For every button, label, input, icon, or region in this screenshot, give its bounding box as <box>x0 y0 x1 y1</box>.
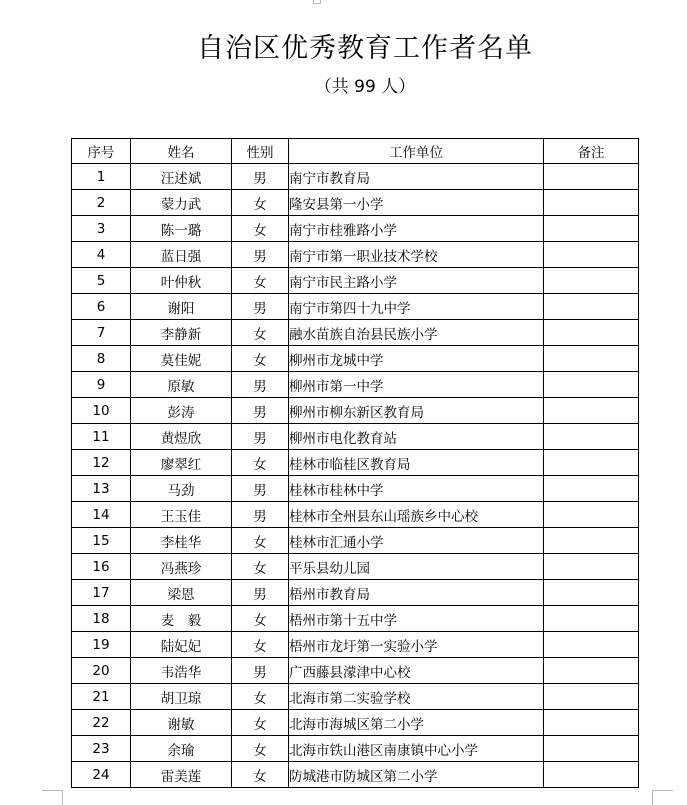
page-subtitle: （共 99 人） <box>314 77 416 97</box>
cell-remarks <box>544 606 639 632</box>
cell-gender: 女 <box>232 268 289 294</box>
table-row <box>72 632 639 658</box>
cell-name: 谢敏 <box>131 710 232 736</box>
cell-name: 廖翠红 <box>131 450 232 476</box>
cell-gender: 女 <box>232 554 289 580</box>
cell-gender: 女 <box>232 320 289 346</box>
table-row <box>72 424 639 450</box>
cell-remarks <box>544 346 639 372</box>
header-name: 姓名 <box>131 139 232 164</box>
cell-serial-number: 24 <box>72 762 131 788</box>
cell-work-unit: 平乐县幼儿园 <box>289 554 544 580</box>
cell-gender: 男 <box>232 242 289 268</box>
cell-remarks <box>544 294 639 320</box>
cell-work-unit: 融水苗族自治县民族小学 <box>289 320 544 346</box>
cell-work-unit: 北海市铁山港区南康镇中心小学 <box>289 736 544 762</box>
table-row <box>72 216 639 242</box>
cell-work-unit: 南宁市桂雅路小学 <box>289 216 544 242</box>
header-gender: 性别 <box>232 139 289 164</box>
cell-work-unit: 防城港市防城区第二小学 <box>289 762 544 788</box>
table-row <box>72 450 639 476</box>
page-title: 自治区优秀教育工作者名单 <box>197 33 533 64</box>
cell-gender: 女 <box>232 606 289 632</box>
cell-name: 李静新 <box>131 320 232 346</box>
cell-work-unit: 柳州市第一中学 <box>289 372 544 398</box>
cell-remarks <box>544 424 639 450</box>
cell-work-unit: 北海市海城区第二小学 <box>289 710 544 736</box>
cell-remarks <box>544 164 639 190</box>
cell-serial-number: 17 <box>72 580 131 606</box>
cell-serial-number: 15 <box>72 528 131 554</box>
cell-serial-number: 19 <box>72 632 131 658</box>
cell-serial-number: 23 <box>72 736 131 762</box>
table-row <box>72 164 639 190</box>
cell-work-unit: 桂林市全州县东山瑶族乡中心校 <box>289 502 544 528</box>
cell-remarks <box>544 320 639 346</box>
cell-serial-number: 18 <box>72 606 131 632</box>
cell-serial-number: 2 <box>72 190 131 216</box>
cell-work-unit: 梧州市第十五中学 <box>289 606 544 632</box>
cell-remarks <box>544 216 639 242</box>
cell-name: 黄煜欣 <box>131 424 232 450</box>
cell-name: 雷美莲 <box>131 762 232 788</box>
cell-serial-number: 16 <box>72 554 131 580</box>
cell-name: 原敏 <box>131 372 232 398</box>
cell-remarks <box>544 580 639 606</box>
cell-gender: 男 <box>232 372 289 398</box>
cell-remarks <box>544 268 639 294</box>
cell-name: 麦 毅 <box>131 606 232 632</box>
cell-work-unit: 南宁市民主路小学 <box>289 268 544 294</box>
table-row <box>72 398 639 424</box>
header-remarks: 备注 <box>544 139 639 164</box>
table-row <box>72 372 639 398</box>
table-row <box>72 346 639 372</box>
cell-remarks <box>544 528 639 554</box>
cell-gender: 男 <box>232 658 289 684</box>
cell-serial-number: 12 <box>72 450 131 476</box>
cell-name: 彭涛 <box>131 398 232 424</box>
table-row <box>72 606 639 632</box>
cell-gender: 女 <box>232 710 289 736</box>
cell-remarks <box>544 502 639 528</box>
cell-gender: 女 <box>232 190 289 216</box>
cell-remarks <box>544 398 639 424</box>
cell-gender: 女 <box>232 762 289 788</box>
cell-remarks <box>544 476 639 502</box>
cell-serial-number: 5 <box>72 268 131 294</box>
cell-name: 蓝日强 <box>131 242 232 268</box>
cell-name: 王玉佳 <box>131 502 232 528</box>
cell-serial-number: 6 <box>72 294 131 320</box>
cell-name: 马劲 <box>131 476 232 502</box>
cell-name: 莫佳妮 <box>131 346 232 372</box>
cell-name: 叶仲秋 <box>131 268 232 294</box>
cell-serial-number: 20 <box>72 658 131 684</box>
table-row <box>72 762 639 788</box>
cell-remarks <box>544 554 639 580</box>
cell-gender: 男 <box>232 580 289 606</box>
cell-gender: 女 <box>232 450 289 476</box>
roster-table <box>71 138 639 788</box>
cell-name: 梁恩 <box>131 580 232 606</box>
table-row <box>72 294 639 320</box>
cell-work-unit: 北海市第二实验学校 <box>289 684 544 710</box>
cell-remarks <box>544 242 639 268</box>
page-corner-mark-left <box>42 790 63 805</box>
cell-gender: 男 <box>232 164 289 190</box>
cell-work-unit: 广西藤县濛津中心校 <box>289 658 544 684</box>
table-row <box>72 684 639 710</box>
cell-remarks <box>544 710 639 736</box>
cell-serial-number: 7 <box>72 320 131 346</box>
table-body <box>72 164 639 788</box>
cell-remarks <box>544 658 639 684</box>
cell-work-unit: 桂林市汇通小学 <box>289 528 544 554</box>
cell-gender: 男 <box>232 294 289 320</box>
cell-serial-number: 3 <box>72 216 131 242</box>
table-row <box>72 190 639 216</box>
cell-remarks <box>544 372 639 398</box>
table-row <box>72 268 639 294</box>
cell-name: 陈一璐 <box>131 216 232 242</box>
cell-serial-number: 11 <box>72 424 131 450</box>
cell-serial-number: 22 <box>72 710 131 736</box>
cell-name: 李桂华 <box>131 528 232 554</box>
cell-name: 余瑜 <box>131 736 232 762</box>
cell-work-unit: 桂林市临桂区教育局 <box>289 450 544 476</box>
cell-serial-number: 4 <box>72 242 131 268</box>
cell-name: 汪述斌 <box>131 164 232 190</box>
cell-work-unit: 梧州市教育局 <box>289 580 544 606</box>
cell-remarks <box>544 762 639 788</box>
cell-gender: 女 <box>232 216 289 242</box>
cell-serial-number: 1 <box>72 164 131 190</box>
cell-work-unit: 柳州市龙城中学 <box>289 346 544 372</box>
cell-serial-number: 9 <box>72 372 131 398</box>
table-row <box>72 528 639 554</box>
header-serial-number: 序号 <box>72 139 131 164</box>
cell-gender: 女 <box>232 632 289 658</box>
cell-remarks <box>544 684 639 710</box>
cell-remarks <box>544 632 639 658</box>
cell-remarks <box>544 736 639 762</box>
cell-serial-number: 10 <box>72 398 131 424</box>
page-corner-mark-right <box>652 790 673 805</box>
table-header-row <box>72 139 639 164</box>
cell-serial-number: 21 <box>72 684 131 710</box>
cell-name: 蒙力武 <box>131 190 232 216</box>
cell-work-unit: 梧州市龙圩第一实验小学 <box>289 632 544 658</box>
cell-work-unit: 南宁市第一职业技术学校 <box>289 242 544 268</box>
cell-name: 胡卫琼 <box>131 684 232 710</box>
table-row <box>72 320 639 346</box>
cell-work-unit: 南宁市第四十九中学 <box>289 294 544 320</box>
table-row <box>72 242 639 268</box>
cell-work-unit: 柳州市电化教育站 <box>289 424 544 450</box>
cell-gender: 男 <box>232 476 289 502</box>
cell-name: 谢阳 <box>131 294 232 320</box>
cell-remarks <box>544 190 639 216</box>
page-top-marker <box>313 0 321 4</box>
table-row <box>72 658 639 684</box>
cell-gender: 女 <box>232 684 289 710</box>
cell-serial-number: 14 <box>72 502 131 528</box>
cell-work-unit: 桂林市桂林中学 <box>289 476 544 502</box>
table-row <box>72 476 639 502</box>
cell-gender: 女 <box>232 736 289 762</box>
table-row <box>72 580 639 606</box>
cell-work-unit: 南宁市教育局 <box>289 164 544 190</box>
cell-serial-number: 13 <box>72 476 131 502</box>
table-row <box>72 554 639 580</box>
header-work-unit: 工作单位 <box>289 139 544 164</box>
cell-name: 陆妃妃 <box>131 632 232 658</box>
cell-name: 冯燕珍 <box>131 554 232 580</box>
table-row <box>72 502 639 528</box>
cell-work-unit: 隆安县第一小学 <box>289 190 544 216</box>
cell-gender: 男 <box>232 424 289 450</box>
cell-gender: 女 <box>232 528 289 554</box>
cell-gender: 男 <box>232 502 289 528</box>
cell-work-unit: 柳州市柳东新区教育局 <box>289 398 544 424</box>
cell-serial-number: 8 <box>72 346 131 372</box>
cell-gender: 男 <box>232 398 289 424</box>
cell-gender: 女 <box>232 346 289 372</box>
cell-remarks <box>544 450 639 476</box>
table-row <box>72 736 639 762</box>
cell-name: 韦浩华 <box>131 658 232 684</box>
table-row <box>72 710 639 736</box>
